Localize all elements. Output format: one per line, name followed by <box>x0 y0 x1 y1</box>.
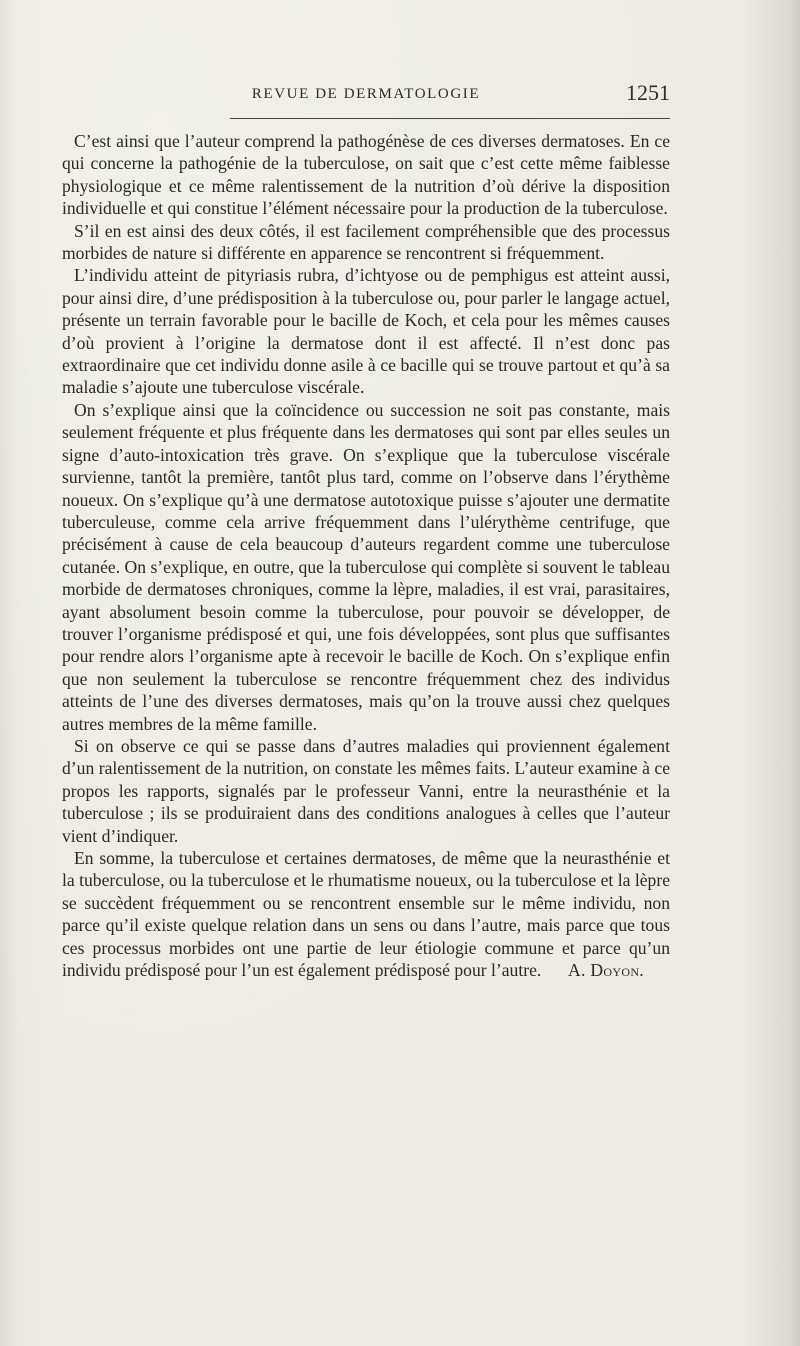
paragraph-text: En somme, la tuberculose et certaines dermatoses, de même que la neurasthénie et la tuberculose, ou la tuberculose et le rhumatisme noueux, ou la tuberculose et la lèpre se succèdent fréquemment ou se rencontrent ensemble sur le même individu, non parce qu’il existe quelque relation dans un sens ou dans l’autre, mais parce que tous ces processus morbides ont une partie de leur étiologie commune et parce qu’un individu prédisposé pour l’un est également prédisposé pour l’autre. <box>62 848 670 981</box>
paragraph: S’il en est ainsi des deux côtés, il est facilement compréhensible que des processus morbides de nature si différente en apparence se rencontrent si fréquemment. <box>62 220 670 264</box>
page-edge-shadow <box>740 0 800 1346</box>
paragraph: C’est ainsi que l’auteur comprend la pathogénèse de ces diverses dermatoses. En ce qui concerne la pathogénie de la tuberculose, on sait que c’est cette même faiblesse physiologique et ce même ralentissement de la nutrition d’où dérive la disposition individuelle et qui constitue l’élément nécessaire pour la production de la tuberculose. <box>62 131 670 219</box>
header-rule <box>230 118 670 119</box>
paragraph: L’individu atteint de pityriasis rubra, d’ichtyose ou de pemphigus est atteint aussi, pour ainsi dire, d’une prédisposition à la tuberculose ou, pour parler le langage actuel, présente un terrain favorable pour le bacille de Koch, et cela pour les mêmes causes d’où provient à l’origine la dermatose dont il est affecté. Il n’est donc pas extraordinaire que cet individu donne asile à ce bacille qui se trouve partout et qu’à sa maladie s’ajoute une tuberculose viscérale. <box>62 265 670 398</box>
journal-title: REVUE DE DERMATOLOGIE <box>251 86 481 102</box>
running-header <box>62 78 670 112</box>
page-number: 1251 <box>626 80 670 105</box>
author-signature: A. Doyon. <box>568 960 644 981</box>
paragraph: On s’explique ainsi que la coïncidence ou succession ne soit pas constante, mais seulement fréquente et plus fréquente dans les dermatoses qui sont par elles seules un signe d’auto-intoxication très grave. On s’explique que la tuberculose viscérale survienne, tantôt la première, tantôt plus tard, comme on l’observe dans l’érythème noueux. On s’explique qu’à une dermatose autotoxique puisse s’ajouter une dermatite tuberculeuse, comme cela arrive fréquemment dans l’ulérythème centrifuge, que précisément à cause de cela beaucoup d’auteurs regardent comme une tuberculose cutanée. On s’explique, en outre, que la tuberculose qui complète si souvent le tableau morbide de dermatoses chroniques, comme la lèpre, maladies, il est vrai, parasitaires, ayant absolument besoin comme la tuberculose, pour pouvoir se développer, de trouver l’organisme prédisposé et qui, une fois développées, sont plus que suffisantes pour rendre alors l’organisme apte à recevoir le bacille de Koch. On s’explique enfin que non seulement la tuberculose se rencontre fréquemment chez des individus atteints de l’une des diverses dermatoses, mais qu’on la trouve aussi chez quelques autres membres de la même famille. <box>62 399 670 734</box>
article-body <box>62 130 670 981</box>
final-paragraph <box>62 847 670 981</box>
paragraph: Si on observe ce qui se passe dans d’autres maladies qui proviennent également d’un ralentissement de la nutrition, on constate les mêmes faits. L’auteur examine à ce propos les rapports, signalés par le professeur Vanni, entre la neurasthénie et la tuberculose ; ils se produiraient dans des conditions analogues à celles que l’auteur vient d’indiquer. <box>62 735 670 846</box>
